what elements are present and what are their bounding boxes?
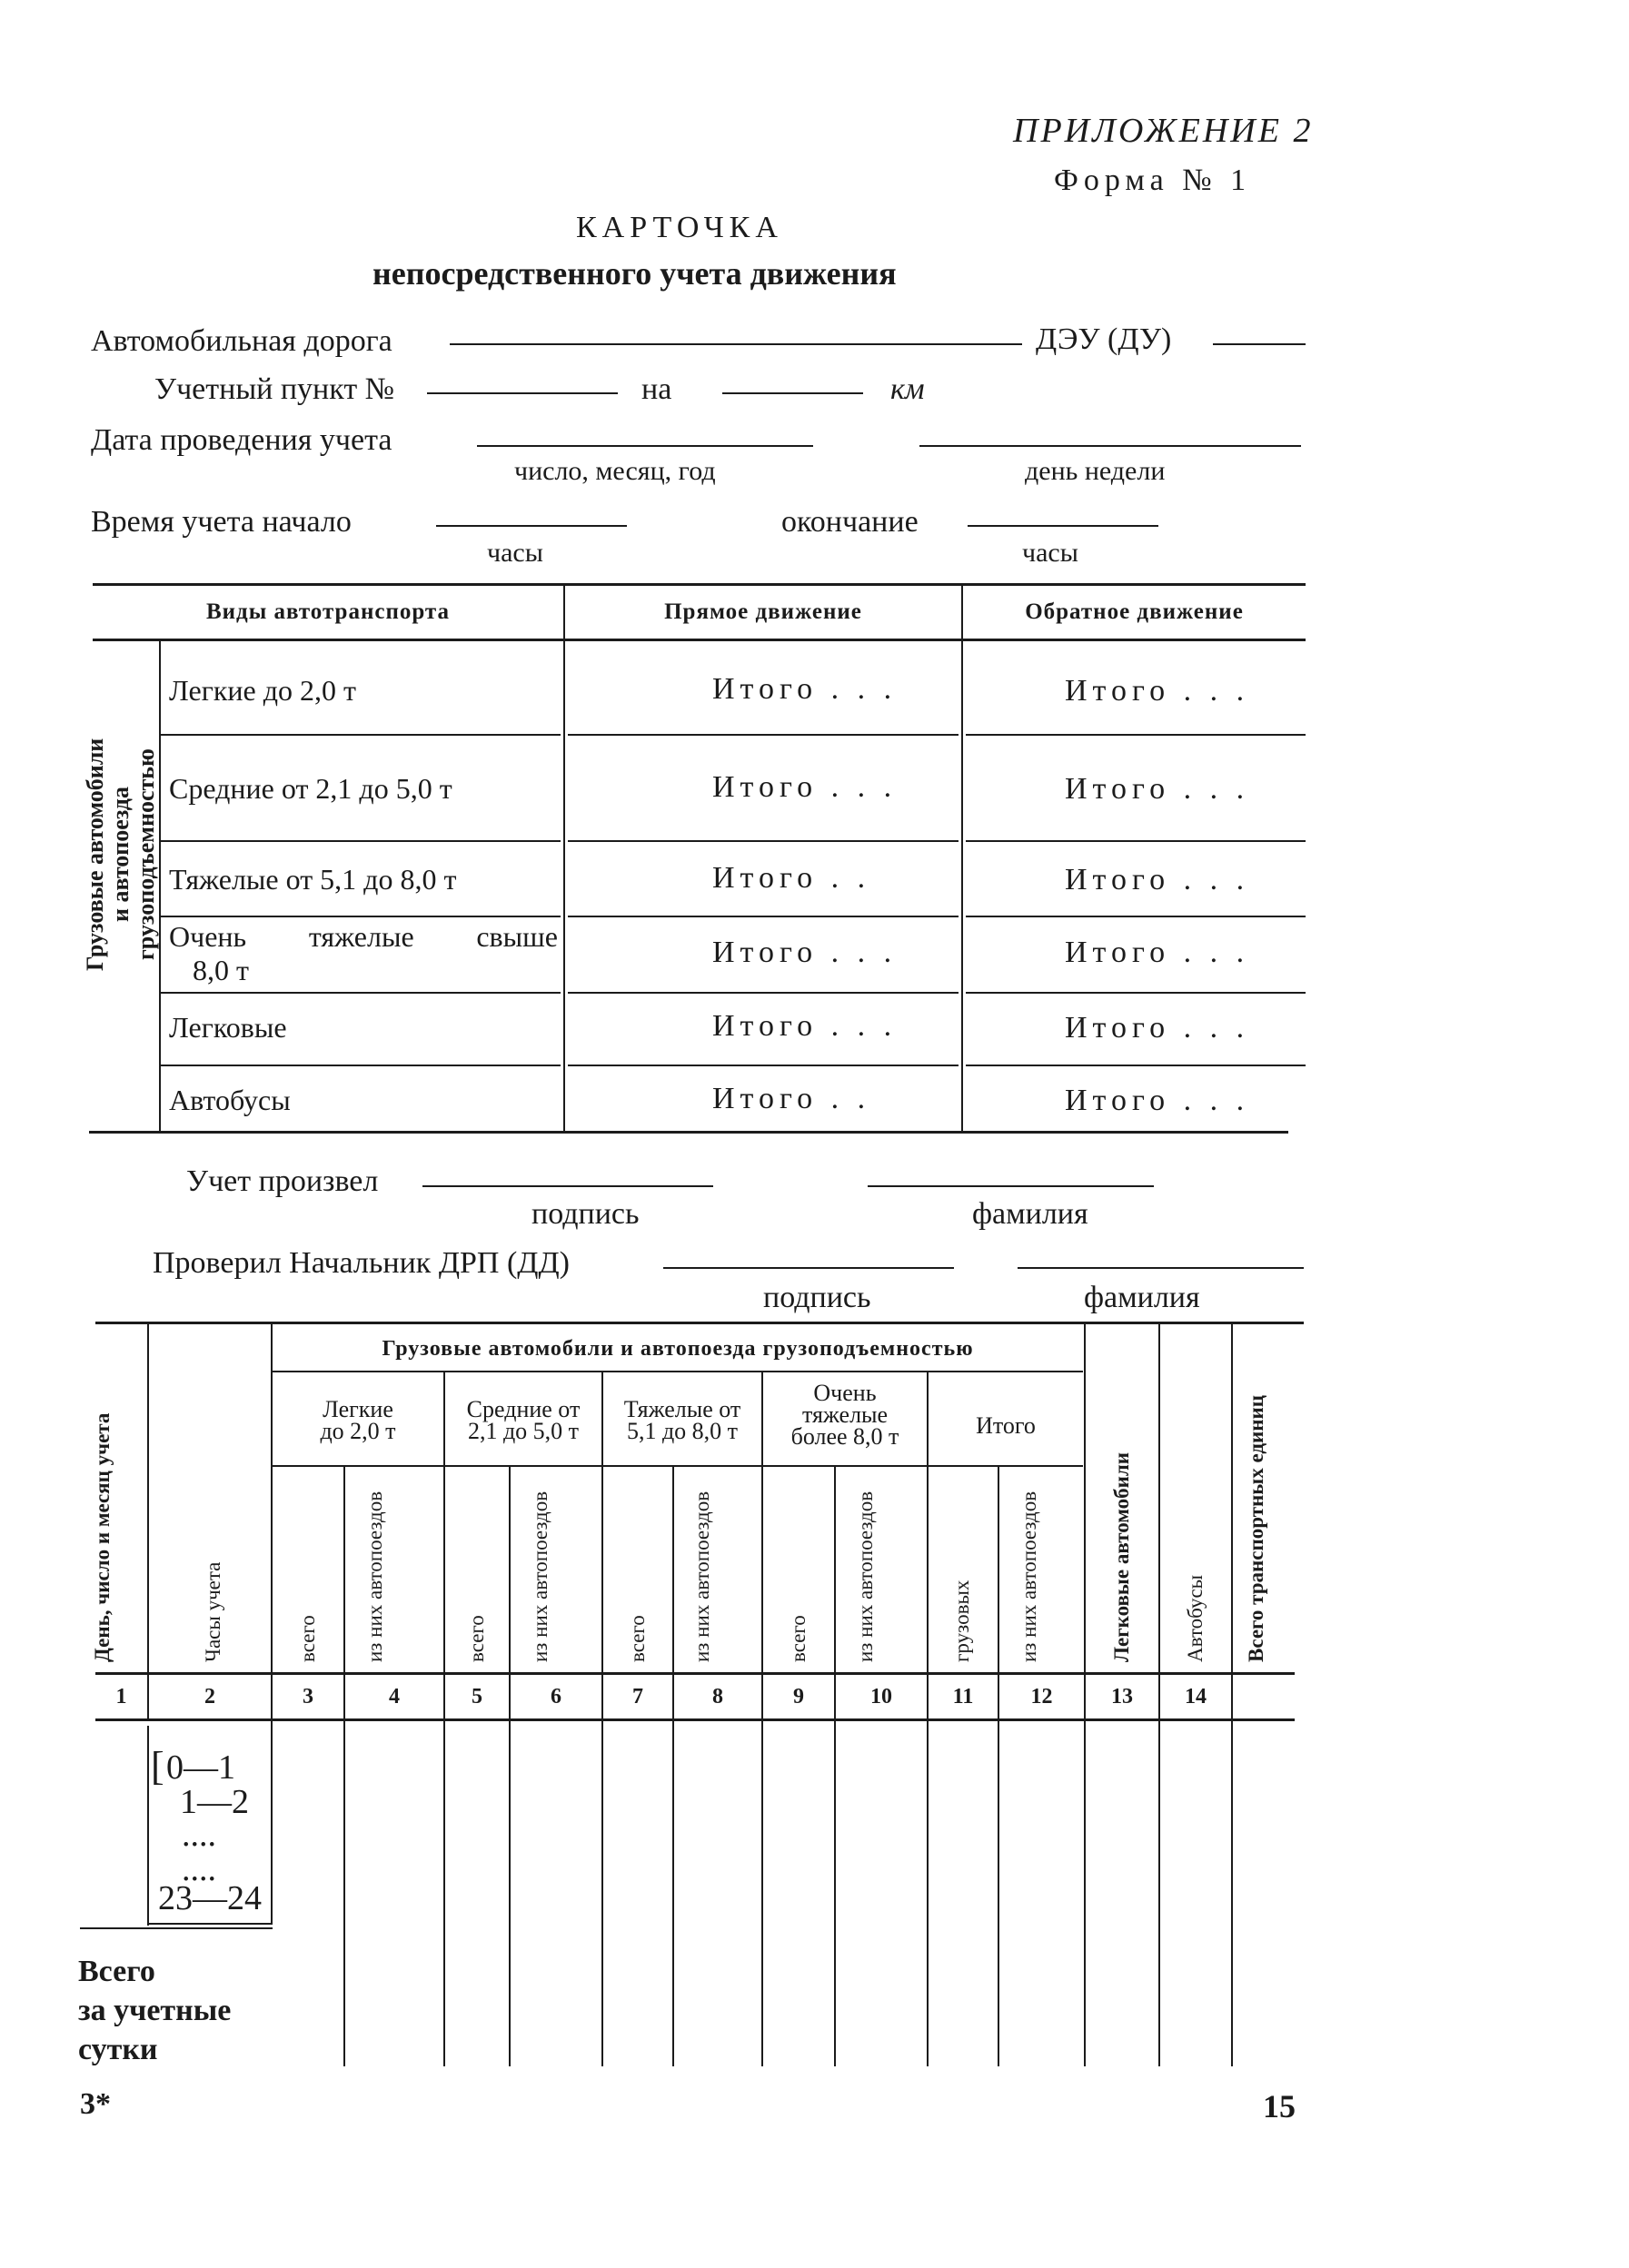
- subgroup-heavy-line-1: Тяжелые от: [623, 1396, 741, 1422]
- subgroup-very-heavy: [763, 1382, 927, 1448]
- checked-by-label: Проверил Начальник ДРП (ДД): [153, 1246, 570, 1280]
- signature-hint-2: подпись: [763, 1281, 871, 1314]
- road-label: Автомобильная дорога: [91, 324, 392, 358]
- row-type-light: Легкие до 2,0 т: [169, 674, 356, 707]
- col-header-vehicle-types: Виды автотранспорта: [205, 599, 451, 624]
- date-label: Дата проведения учета: [91, 423, 392, 457]
- daily-total-label-line-3: сутки: [78, 2033, 158, 2066]
- date-hint: число, месяц, год: [514, 456, 716, 486]
- col-very-heavy-trains: из них автопоездов: [854, 1491, 877, 1662]
- subgroup-total: Итого: [976, 1412, 1036, 1439]
- deu-label: ДЭУ (ДУ): [1036, 322, 1172, 356]
- footer-left-mark: 3*: [80, 2087, 111, 2121]
- row-medium-backward-total: Итого . . .: [1065, 772, 1250, 806]
- surname-hint-2: фамилия: [1084, 1281, 1200, 1314]
- surname-hint-1: фамилия: [972, 1197, 1088, 1231]
- km-field[interactable]: [722, 392, 863, 394]
- col-number: 9: [793, 1685, 804, 1708]
- trucks-group-header: Грузовые автомобили и автопоезда грузоподъемностью: [382, 1337, 974, 1361]
- row-medium-forward-total: Итого . . .: [712, 770, 898, 804]
- document-title: КАРТОЧКА: [576, 211, 783, 244]
- col-cars: Легковые автомобили: [1110, 1451, 1133, 1662]
- col-number: 14: [1185, 1685, 1207, 1708]
- subgroup-medium: [445, 1396, 601, 1444]
- hour-range: 1—2: [180, 1783, 249, 1821]
- km-label: км: [890, 372, 925, 406]
- row-very-heavy-backward-total: Итого . . .: [1065, 936, 1250, 969]
- hours-hint-end: часы: [1022, 538, 1078, 568]
- row-light-forward-total: Итого . . .: [712, 672, 898, 706]
- hour-range: 0—1: [166, 1748, 235, 1787]
- col-heavy-trains: из них автопоездов: [690, 1491, 713, 1662]
- col-heavy-total: всего: [626, 1615, 649, 1662]
- col-number: 10: [870, 1685, 892, 1708]
- checked-by-surname-field[interactable]: [1018, 1267, 1304, 1269]
- row-buses-backward-total: Итого . . .: [1065, 1084, 1250, 1117]
- time-start-field[interactable]: [436, 525, 627, 527]
- weekday-hint: день недели: [1025, 456, 1166, 486]
- recorded-by-label: Учет произвел: [186, 1164, 379, 1198]
- hour-range-ellipsis: ....: [182, 1850, 216, 1888]
- subgroup-medium-line-2: 2,1 до 5,0 т: [467, 1418, 580, 1444]
- col-trucks-total: грузовых: [950, 1580, 973, 1662]
- row-heavy-forward-total: Итого . .: [712, 861, 871, 895]
- road-field[interactable]: [450, 343, 1022, 345]
- row-buses-forward-total: Итого . .: [712, 1082, 871, 1115]
- subgroup-heavy-line-2: 5,1 до 8,0 т: [626, 1418, 739, 1444]
- col-number: 6: [551, 1685, 561, 1708]
- subgroup-medium-line-1: Средние от: [466, 1396, 581, 1422]
- row-cars-backward-total: Итого . . .: [1065, 1011, 1250, 1045]
- col-number: 11: [952, 1685, 974, 1708]
- recorded-by-signature-field[interactable]: [422, 1185, 713, 1187]
- row-type-very-heavy-line-2: 8,0 т: [193, 954, 249, 986]
- recorded-by-surname-field[interactable]: [868, 1185, 1154, 1187]
- on-label: на: [641, 372, 672, 406]
- form-number: Форма № 1: [1054, 163, 1252, 197]
- col-medium-total: всего: [465, 1615, 488, 1662]
- row-heavy-backward-total: Итого . . .: [1065, 863, 1250, 896]
- hour-range: 23—24: [158, 1879, 262, 1917]
- subgroup-very-heavy-line-3: более 8,0 т: [790, 1423, 899, 1450]
- subgroup-light-line-1: Легкие: [323, 1396, 393, 1422]
- truck-group-label-line-2: и автопоезда: [107, 787, 134, 923]
- hours-hint-start: часы: [487, 538, 543, 568]
- row-type-heavy: Тяжелые от 5,1 до 8,0 т: [169, 863, 457, 896]
- signature-hint-1: подпись: [531, 1197, 640, 1231]
- row-type-cars: Легковые: [169, 1011, 287, 1044]
- time-label: Время учета начало: [91, 505, 352, 539]
- col-buses: Автобусы: [1184, 1574, 1207, 1662]
- col-number: 4: [389, 1685, 400, 1708]
- deu-field[interactable]: [1213, 343, 1306, 345]
- weekday-field[interactable]: [919, 445, 1301, 447]
- col-number: 3: [303, 1685, 313, 1708]
- subgroup-light-line-2: до 2,0 т: [320, 1418, 396, 1444]
- col-number: 8: [712, 1685, 723, 1708]
- row-type-very-heavy: Очень тяжелые свыше: [169, 920, 558, 953]
- col-hours: Часы учета: [202, 1561, 224, 1662]
- hour-range-ellipsis: ....: [182, 1816, 216, 1854]
- truck-group-label-line-3: грузоподъемностью: [133, 748, 159, 961]
- truck-group-label: [83, 641, 164, 1068]
- row-very-heavy-forward-total: Итого . . .: [712, 936, 898, 969]
- col-header-forward: Прямое движение: [664, 599, 862, 624]
- col-day: День, число и месяц учета: [91, 1412, 114, 1662]
- row-type-buses: Автобусы: [169, 1084, 291, 1116]
- col-number: 12: [1030, 1685, 1053, 1708]
- page-number: 15: [1263, 2088, 1296, 2124]
- daily-total-label-line-1: Всего: [78, 1955, 155, 1988]
- subgroup-light: [273, 1396, 443, 1444]
- point-label: Учетный пункт №: [154, 372, 395, 406]
- col-medium-trains: из них автопоездов: [529, 1491, 551, 1662]
- col-number: 1: [115, 1685, 127, 1708]
- subgroup-very-heavy-line-1: Очень: [813, 1380, 877, 1406]
- col-number: 7: [632, 1685, 643, 1708]
- daily-total-label-line-2: за учетные: [78, 1994, 232, 2027]
- hours-bracket: [: [151, 1744, 164, 1788]
- row-type-medium: Средние от 2,1 до 5,0 т: [169, 772, 452, 805]
- col-light-trains: из них автопоездов: [363, 1491, 386, 1662]
- point-number-field[interactable]: [427, 392, 618, 394]
- col-number: 13: [1111, 1685, 1133, 1708]
- truck-group-label-line-1: Грузовые автомобили: [82, 738, 108, 972]
- date-field[interactable]: [477, 445, 813, 447]
- row-light-backward-total: Итого . . .: [1065, 674, 1250, 708]
- col-light-total: всего: [296, 1615, 319, 1662]
- col-header-backward: Обратное движение: [1025, 599, 1244, 624]
- col-very-heavy-total: всего: [787, 1615, 810, 1662]
- document-subtitle: непосредственного учета движения: [372, 255, 897, 292]
- time-end-label: окончание: [781, 505, 919, 539]
- col-number: 2: [204, 1685, 215, 1708]
- subgroup-heavy: [603, 1396, 761, 1444]
- row-cars-forward-total: Итого . . .: [712, 1009, 898, 1043]
- col-number: 5: [472, 1685, 482, 1708]
- time-end-field[interactable]: [968, 525, 1158, 527]
- subgroup-very-heavy-line-2: тяжелые: [801, 1401, 889, 1428]
- appendix-label: ПРИЛОЖЕНИЕ 2: [1013, 112, 1314, 150]
- col-all-units: Всего транспортных единиц: [1245, 1394, 1267, 1662]
- col-total-trains: из них автопоездов: [1018, 1491, 1040, 1662]
- checked-by-signature-field[interactable]: [663, 1267, 954, 1269]
